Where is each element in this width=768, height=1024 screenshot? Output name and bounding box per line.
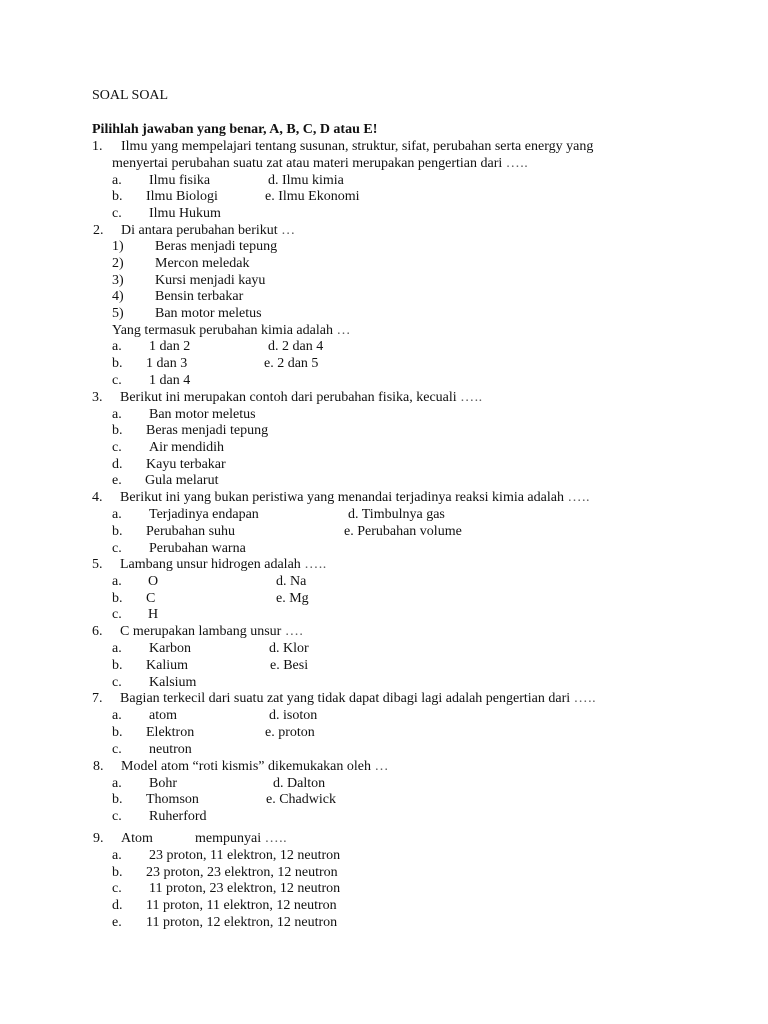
option-e[interactable]: e. 2 dan 5 [264,356,319,371]
option-c[interactable]: c. [112,373,122,388]
option-e[interactable]: e. Perubahan volume [344,524,462,539]
item-number: 1) [112,239,124,254]
option-b-text: Ilmu Biologi [146,189,218,204]
option-e-text: 11 proton, 12 elektron, 12 neutron [146,915,338,930]
question-number: 3. [92,390,103,405]
option-b[interactable]: b. [112,658,123,673]
option-d-text: 11 proton, 11 elektron, 12 neutron [146,898,337,913]
option-b[interactable]: b. [112,423,123,438]
option-d[interactable]: d. Klor [269,641,309,656]
option-a-text: Bohr [149,776,177,791]
option-a-text: O [148,574,159,589]
question-text: Berikut ini merupakan contoh dari perubahan fisika, kecuali ….. [120,390,483,405]
option-a-text: Karbon [149,641,191,656]
option-a-text: Terjadinya endapan [149,507,259,522]
option-a-text: Ban motor meletus [149,407,256,422]
option-c-text: Ilmu Hukum [149,206,221,221]
option-a-text: 1 dan 2 [149,339,191,354]
option-b[interactable]: b. [112,792,123,807]
question-text: C merupakan lambang unsur …. [120,624,304,639]
option-b[interactable]: b. [112,591,123,606]
option-b-text: 1 dan 3 [146,356,188,371]
item-text: Ban motor meletus [155,306,262,321]
option-c-text: neutron [149,742,192,757]
question-number: 8. [93,759,104,774]
option-b[interactable]: b. [112,356,123,371]
question-number: 2. [93,223,104,238]
option-a[interactable]: a. [112,641,122,656]
option-a-text: atom [149,708,177,723]
option-b-text: Beras menjadi tepung [146,423,269,438]
question-number: 7. [92,691,103,706]
question-text: Lambang unsur hidrogen adalah ….. [120,557,327,572]
option-e[interactable]: e. Besi [270,658,309,673]
question-text: Di antara perubahan berikut … [121,223,296,238]
item-number: 3) [112,273,124,288]
option-a[interactable]: a. [112,708,122,723]
question-text: mempunyai ….. [195,831,288,846]
option-b-text: 23 proton, 23 elektron, 12 neutron [146,865,338,880]
question-number: 6. [92,624,103,639]
option-e-text: Gula melarut [145,473,219,488]
question-prompt: Yang termasuk perubahan kimia adalah … [112,323,351,338]
option-c[interactable]: c. [112,742,122,757]
option-e[interactable]: e. Mg [276,591,309,606]
option-d[interactable]: d. isoton [269,708,318,723]
instruction-text: Pilihlah jawaban yang benar, A, B, C, D atau E! [92,122,378,137]
option-a[interactable]: a. [112,339,122,354]
option-c-text: 11 proton, 23 elektron, 12 neutron [149,881,341,896]
option-d[interactable]: d. Ilmu kimia [268,173,344,188]
option-a[interactable]: a. [112,173,122,188]
option-e[interactable]: e. [112,915,122,930]
option-e[interactable]: e. Ilmu Ekonomi [265,189,360,204]
question-text-atom: Atom [121,831,153,846]
option-b[interactable]: b. [112,865,123,880]
question-text: Berikut ini yang bukan peristiwa yang menandai terjadinya reaksi kimia adalah ….. [120,490,590,505]
question-number: 9. [93,831,104,846]
option-c[interactable]: c. [112,607,122,622]
question-text-continued: menyertai perubahan suatu zat atau materi merupakan pengertian dari ….. [112,156,529,171]
option-c-text: Air mendidih [149,440,225,455]
question-text: Ilmu yang mempelajari tentang susunan, struktur, sifat, perubahan serta energy yang [121,139,594,154]
option-c[interactable]: c. [112,206,122,221]
option-c-text: Kalsium [149,675,197,690]
option-d[interactable]: d. [112,457,123,472]
option-c[interactable]: c. [112,675,122,690]
option-a[interactable]: a. [112,776,122,791]
question-number: 4. [92,490,103,505]
item-text: Kursi menjadi kayu [155,273,266,288]
option-a-text: Ilmu fisika [149,173,211,188]
option-a[interactable]: a. [112,507,122,522]
option-b-text: Thomson [146,792,199,807]
question-text: Bagian terkecil dari suatu zat yang tidak dapat dibagi lagi adalah pengertian dari ….. [120,691,597,706]
option-c-text: Perubahan warna [149,541,246,556]
item-number: 2) [112,256,124,271]
option-c-text: H [148,607,159,622]
option-b[interactable]: b. [112,725,123,740]
item-number: 4) [112,289,124,304]
item-number: 5) [112,306,124,321]
option-e[interactable]: e. Chadwick [266,792,336,807]
option-d[interactable]: d. [112,898,123,913]
option-e[interactable]: e. [112,473,122,488]
option-c[interactable]: c. [112,881,122,896]
question-text: Model atom “roti kismis” dikemukakan oleh … [121,759,390,774]
option-b-text: Perubahan suhu [146,524,236,539]
option-d[interactable]: d. Na [276,574,307,589]
item-text: Bensin terbakar [155,289,244,304]
item-text: Mercon meledak [155,256,250,271]
option-e[interactable]: e. proton [265,725,315,740]
option-b-text: Kalium [146,658,188,673]
option-c[interactable]: c. [112,440,122,455]
item-text: Beras menjadi tepung [155,239,278,254]
question-number: 5. [92,557,103,572]
option-d[interactable]: d. Dalton [273,776,326,791]
option-c-text: 1 dan 4 [149,373,191,388]
option-b-text: C [146,591,156,606]
option-d[interactable]: d. 2 dan 4 [268,339,324,354]
question-number: 1. [92,139,103,154]
option-c[interactable]: c. [112,541,122,556]
option-a[interactable]: a. [112,407,122,422]
option-b-text: Elektron [146,725,195,740]
option-d[interactable]: d. Timbulnya gas [348,507,445,522]
option-c[interactable]: c. [112,809,122,824]
option-b[interactable]: b. [112,524,123,539]
document-title: SOAL SOAL [92,88,169,103]
option-c-text: Ruherford [149,809,207,824]
option-a-text: 23 proton, 11 elektron, 12 neutron [149,848,341,863]
option-a[interactable]: a. [112,574,122,589]
option-b[interactable]: b. [112,189,123,204]
option-d-text: Kayu terbakar [146,457,226,472]
option-a[interactable]: a. [112,848,122,863]
